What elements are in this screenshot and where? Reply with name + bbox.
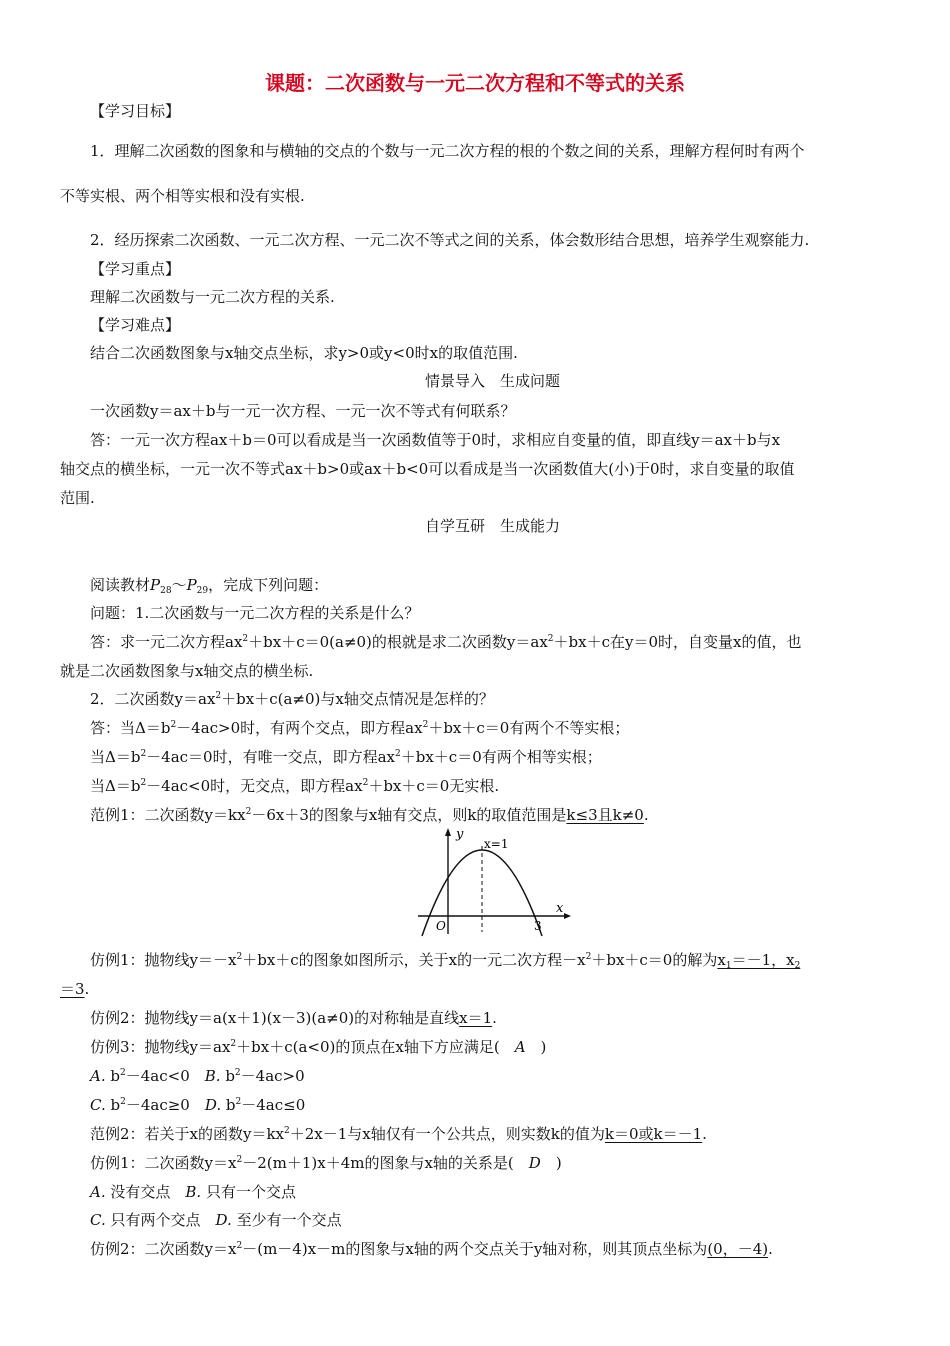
- follow-example-3-answer: A: [514, 1038, 526, 1056]
- follow-example-4-answer: D: [528, 1154, 541, 1172]
- follow-example-2-answer: x＝1: [459, 1009, 493, 1027]
- intro-answer-3: 范围.: [60, 489, 95, 507]
- goal-1-line-2: 不等实根、两个相等实根和没有实根.: [60, 187, 305, 205]
- goals-heading: 【学习目标】: [90, 102, 181, 120]
- question-1: 问题：1.二次函数与一元二次方程的关系是什么？: [90, 604, 420, 622]
- follow-example-4-options-ab: A. 没有交点 B. 只有一个交点: [90, 1183, 296, 1201]
- follow-example-3-options-ab: A. $b^2-4ac<0$ B. $b^2-4ac>0$: [90, 1067, 305, 1085]
- answer-1-line-1: 答：求一元二次方程$ax^2+bx+c=0(a\ne 0)$的根就是求二次函数$y=ax^2+bx+c$在y＝0时，自变量x的值，也: [90, 633, 802, 651]
- follow-example-4: 仿例1：二次函数$y=x^2-2(m+1)x+4m$的图象与x轴的关系是( D ): [90, 1154, 562, 1172]
- example-1: 范例1：二次函数$y=kx^2-6x+3$的图象与x轴有交点，则k的取值范围是k≤3且k≠0.: [90, 806, 649, 824]
- follow-example-1-line-1: 仿例1：抛物线$y=-x^2+bx+c$的图象如图所示，关于x的一元二次方程$-x^2+bx+c=0$的解为$x_1=-1$，$x_2$: [90, 951, 801, 971]
- self-study-heading: 自学互研 生成能力: [424, 517, 560, 535]
- follow-example-1-line-2: ＝3.: [60, 980, 90, 998]
- example-2: 范例2：若关于x的函数$y=kx^2+2x-1$与x轴仅有一个公共点，则实数k的值为k＝0或k＝－1.: [90, 1125, 707, 1143]
- follow-example-2: 仿例2：抛物线y＝a(x＋1)(x－3)(a≠0)的对称轴是直线x＝1.: [90, 1009, 497, 1027]
- example-1-answer: k≤3且k≠0: [566, 806, 644, 824]
- answer-2-line-2: 当$\Delta=b^2-4ac=0$时，有唯一交点，即方程$ax^2+bx+c=0$有两个相等实根；: [90, 748, 602, 766]
- answer-1-line-2: 就是二次函数图象与x轴交点的横坐标.: [60, 662, 314, 680]
- page-title: 课题：二次函数与一元二次方程和不等式的关系: [265, 71, 685, 95]
- graph-root-label: 3: [534, 919, 542, 933]
- graph-y-label: y: [456, 827, 464, 842]
- parabola-graph: [414, 826, 574, 938]
- intro-answer-2: 轴交点的横坐标，一元一次不等式ax＋b>0或ax＋b<0可以看成是当一次函数值大(小)于0时，求自变量的取值: [60, 460, 795, 478]
- answer-2-line-1: 答：当$\Delta=b^2-4ac>0$时，有两个交点，即方程$ax^2+bx+c=0$有两个不等实根；: [90, 719, 630, 737]
- difficulty-text: 结合二次函数图象与x轴交点坐标，求y>0或y<0时x的取值范围.: [90, 344, 518, 362]
- follow-example-3: 仿例3：抛物线$y=ax^2+bx+c(a<0)$的顶点在x轴下方应满足( A ): [90, 1038, 547, 1056]
- intro-heading: 情景导入 生成问题: [424, 372, 560, 390]
- intro-answer-1: 答：一元一次方程ax＋b＝0可以看成是当一次函数值等于0时，求相应自变量的值，即直线y＝ax＋b与x: [90, 431, 781, 449]
- follow-example-3-options-cd: C. $b^2-4ac\ge 0$ D. $b^2-4ac\le 0$: [90, 1096, 306, 1114]
- goal-2: 2．经历探索二次函数、一元二次方程、一元二次不等式之间的关系，体会数形结合思想，培养学生观察能力.: [90, 231, 810, 249]
- example-2-answer: k＝0或k＝－1: [604, 1125, 703, 1143]
- answer-2-line-3: 当$\Delta=b^2-4ac<0$时，无交点，即方程$ax^2+bx+c=0$无实根.: [90, 777, 500, 795]
- follow-example-1-answer-2: ＝3: [60, 980, 85, 998]
- graph-x-label: x: [556, 901, 564, 916]
- follow-example-5-answer: (0，－4): [707, 1240, 769, 1258]
- follow-example-1-answer-1: $x_1=-1$，$x_2$: [717, 951, 801, 971]
- graph-origin-label: O: [436, 919, 446, 933]
- follow-example-4-options-cd: C. 只有两个交点 D. 至少有一个交点: [90, 1211, 342, 1229]
- key-heading: 【学习重点】: [90, 260, 181, 278]
- reading-instruction: 阅读教材$P_{28}\sim P_{29}$，完成下列问题：: [90, 576, 329, 596]
- follow-example-5: 仿例2：二次函数$y=x^2-(m-4)x-m$的图象与x轴的两个交点关于y轴对称，则其顶点坐标为(0，－4).: [90, 1240, 773, 1258]
- goal-1-line-1: 1．理解二次函数的图象和与横轴的交点的个数与一元二次方程的根的个数之间的关系，理解方程何时有两个: [90, 142, 805, 160]
- question-2: 2．二次函数$y=ax^2+bx+c(a\ne 0)$与x轴交点情况是怎样的？: [90, 690, 494, 708]
- intro-question: 一次函数y＝ax＋b与一元一次方程、一元一次不等式有何联系？: [90, 402, 516, 420]
- graph-axis-label: x=1: [484, 837, 509, 851]
- key-text: 理解二次函数与一元二次方程的关系.: [90, 288, 335, 306]
- difficulty-heading: 【学习难点】: [90, 316, 181, 334]
